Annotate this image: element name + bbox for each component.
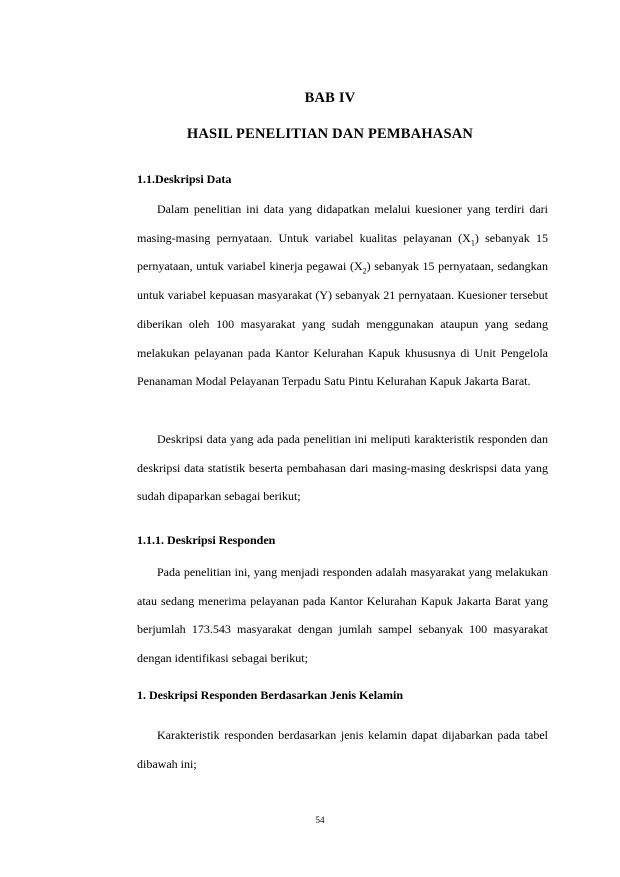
paragraph-text: ) sebanyak 15 pernyataan, sedangkan untuk variabel kepuasan masyarakat (Y) sebanyak 21 pernyataan. Kuesioner tersebut diberikan oleh 100 masyarakat yang sudah menggunakan ataupun yang sedang melakukan pelayanan pada Kantor Kelurahan Kapuk khususnya di Unit Pengelola Penanaman Modal Pelayanan Terpadu Satu Pintu Kelurahan Kapuk Jakarta Barat. [137,259,548,389]
chapter-number: BAB IV [304,90,356,106]
page-number: 54 [315,815,325,825]
paragraph-deskripsi-responden: Pada penelitian ini, yang menjadi responden adalah masyarakat yang melakukan atau sedang menerima pelayanan pada Kantor Kelurahan Kapuk Jakarta Barat yang berjumlah 173.543 masyarakat dengan jumlah sampel sebanyak 100 masyarakat dengan identifikasi sebagai berikut; [137,565,548,666]
paragraph-deskripsi-data-1 [137,195,548,396]
paragraph-text: Dalam penelitian ini data yang didapatkan melalui kuesioner yang terdiri dari masing-masing pernyataan. Untuk variabel kualitas pelayanan (X [137,202,548,245]
section-heading-deskripsi-data: 1.1.Deskripsi Data [137,172,232,186]
paragraph-text: ) sebanyak 15 pernyataan, untuk variabel kinerja pegawai (X [137,230,548,274]
section-heading-deskripsi-responden: 1.1.1. Deskripsi Responden [137,533,276,547]
chapter-title: HASIL PENELITIAN DAN PEMBAHASAN [186,126,474,142]
subscript: 2 [362,266,367,276]
subscript: 1 [470,238,475,248]
paragraph-jenis-kelamin: Karakteristik responden berdasarkan jenis kelamin dapat dijabarkan pada tabel dibawah ini; [137,728,548,771]
paragraph-deskripsi-data-2: Deskripsi data yang ada pada penelitian ini meliputi karakteristik responden dan deskripsi data statistik beserta pembahasan dari masing-masing deskrispsi data yang sudah dipaparkan sebagai berikut; [137,432,548,504]
subsection-heading-jenis-kelamin: 1. Deskripsi Responden Berdasarkan Jenis Kelamin [137,688,404,702]
